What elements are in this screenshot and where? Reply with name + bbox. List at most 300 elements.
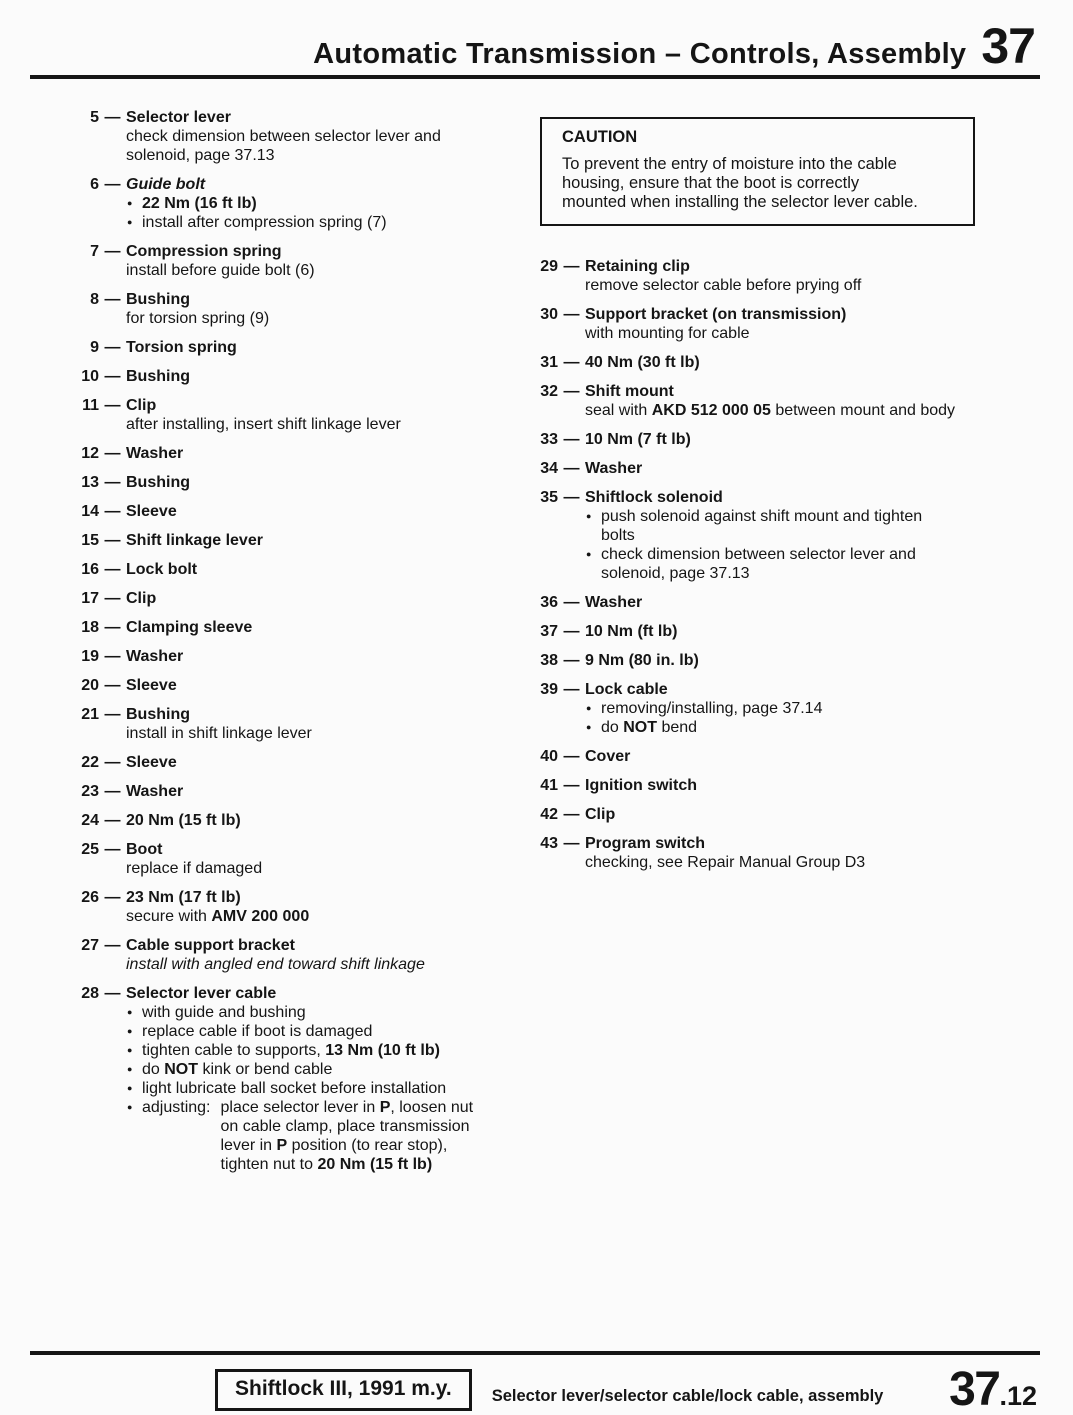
part-title: Retaining clip: [585, 258, 690, 275]
part-title: Washer: [126, 445, 184, 462]
part-dash: —: [104, 532, 121, 549]
part-body: [126, 396, 533, 434]
part-number: 20: [81, 677, 99, 694]
text-segment: check dimension between selector lever and solenoid, page 37.13: [601, 546, 916, 582]
part-title: Cover: [585, 748, 631, 765]
part-number: 17: [81, 590, 99, 607]
part-note: [126, 859, 473, 878]
part-item-43: [537, 834, 997, 872]
part-dash: —: [104, 561, 121, 578]
text-segment: position (to rear stop), tighten nut to: [220, 1137, 448, 1173]
text-segment: replace if damaged: [126, 860, 263, 877]
bullet-text: [142, 1041, 440, 1060]
part-item-10: [78, 367, 533, 386]
text-segment: tighten cable to supports,: [142, 1042, 326, 1059]
footer-rule: [30, 1351, 1040, 1355]
part-title: Clamping sleeve: [126, 619, 253, 636]
part-body: [126, 108, 533, 165]
part-number: 35: [540, 489, 558, 506]
part-number: 24: [81, 812, 99, 829]
caution-text: To prevent the entry of moisture into the cable housing, ensure that the boot is correctly mounted when installing the selector lever cable.: [562, 155, 918, 211]
part-title: Washer: [126, 648, 184, 665]
bullet-text: [142, 194, 257, 213]
part-item-31: [537, 353, 997, 372]
part-item-21: [78, 705, 533, 743]
part-number: 23: [81, 783, 99, 800]
text-segment: do: [601, 719, 624, 736]
text-segment: , loosen nut on cable clamp, place transmission lever in: [220, 1099, 474, 1154]
part-bullet: [126, 1041, 533, 1060]
part-body: [585, 747, 997, 766]
part-title: Ignition switch: [585, 777, 697, 794]
part-item-20: [78, 676, 533, 695]
part-item-32: [537, 382, 997, 420]
part-body: [126, 811, 533, 830]
part-body: [585, 488, 997, 583]
part-number: 18: [81, 619, 99, 636]
bullet-icon: ●: [127, 1083, 133, 1093]
part-number: 42: [540, 806, 558, 823]
part-dash: —: [104, 109, 121, 126]
bullet-text: [601, 718, 697, 737]
part-item-30: [537, 305, 997, 343]
part-note: [585, 276, 967, 295]
parts-list-right: [537, 257, 997, 872]
part-title: Selector lever: [126, 109, 231, 126]
caution-box: [540, 117, 975, 226]
text-segment: after installing, insert shift linkage lever: [126, 416, 401, 433]
part-body: [585, 680, 997, 737]
part-dash: —: [104, 291, 121, 308]
part-dash: —: [563, 431, 580, 448]
part-bullet: [126, 1022, 533, 1041]
part-title: Bushing: [126, 291, 190, 308]
text-segment: 20 Nm (15 ft lb): [317, 1156, 433, 1173]
part-dash: —: [104, 889, 121, 906]
part-number: 14: [81, 503, 99, 520]
part-dash: —: [104, 812, 121, 829]
bullet-icon: ●: [586, 722, 592, 732]
part-body: [126, 560, 533, 579]
text-segment: removing/installing, page 37.14: [601, 700, 823, 717]
part-number: 11: [82, 397, 99, 414]
bullet-text: [142, 1079, 446, 1098]
part-item-6: [78, 175, 533, 232]
part-title: Sleeve: [126, 754, 177, 771]
part-number: 8: [90, 291, 99, 308]
part-item-40: [537, 747, 997, 766]
bullet-text: [142, 1098, 494, 1174]
part-note: [126, 415, 473, 434]
part-item-35: [537, 488, 997, 583]
part-dash: —: [104, 474, 121, 491]
bullet-icon: ●: [127, 1026, 133, 1036]
part-body: [126, 473, 533, 492]
bullet-icon: ●: [127, 1007, 133, 1017]
content-columns: [0, 79, 1073, 1184]
text-segment: kink or bend cable: [198, 1061, 333, 1078]
part-title: Torsion spring: [126, 339, 237, 356]
text-segment: light lubricate ball socket before installation: [142, 1080, 447, 1097]
text-segment: bend: [657, 719, 698, 736]
bullet-label: adjusting:: [142, 1099, 211, 1116]
text-segment: AMV 200 000: [211, 908, 310, 925]
part-bullet: [126, 1060, 533, 1079]
footer-caption: Selector lever/selector cable/lock cable, assembly: [491, 1387, 884, 1405]
part-title: Bushing: [126, 706, 190, 723]
part-item-14: [78, 502, 533, 521]
part-body: [126, 840, 533, 878]
part-title: Clip: [585, 806, 616, 823]
part-body: [585, 459, 997, 478]
text-segment: with guide and bushing: [142, 1004, 306, 1021]
part-title: 10 Nm (7 ft lb): [585, 431, 691, 448]
part-number: 25: [81, 841, 99, 858]
part-dash: —: [104, 339, 121, 356]
part-item-23: [78, 782, 533, 801]
part-title: Sleeve: [126, 503, 177, 520]
part-dash: —: [104, 243, 121, 260]
part-dash: —: [104, 783, 121, 800]
text-segment: place selector lever in: [220, 1099, 380, 1116]
bullet-icon: ●: [586, 511, 592, 521]
part-dash: —: [104, 706, 121, 723]
part-dash: —: [104, 590, 121, 607]
part-dash: —: [104, 754, 121, 771]
text-segment: remove selector cable before prying off: [585, 277, 862, 294]
part-note: [585, 324, 967, 343]
bullet-icon: ●: [127, 1102, 133, 1112]
page-number-minor: .12: [999, 1381, 1037, 1412]
part-body: [585, 353, 997, 372]
part-note: [126, 907, 473, 926]
part-item-18: [78, 618, 533, 637]
part-body: [126, 338, 533, 357]
bullet-detail: [221, 1098, 495, 1174]
bullet-icon: ●: [586, 703, 592, 713]
part-bullet: [585, 545, 997, 583]
bullet-text: [601, 699, 822, 718]
text-segment: do: [142, 1061, 165, 1078]
part-body: [126, 705, 533, 743]
part-item-25: [78, 840, 533, 878]
part-title: Clip: [126, 590, 157, 607]
part-item-36: [537, 593, 997, 612]
part-item-13: [78, 473, 533, 492]
part-bullet: [126, 1098, 533, 1174]
part-body: [126, 367, 533, 386]
part-item-28: [78, 984, 533, 1174]
part-number: 36: [540, 594, 558, 611]
page-number-major: 37: [949, 1363, 1000, 1415]
part-note: [126, 724, 473, 743]
part-item-33: [537, 430, 997, 449]
part-number: 39: [540, 681, 558, 698]
part-title: 40 Nm (30 ft lb): [585, 354, 700, 371]
part-number: 16: [81, 561, 99, 578]
part-dash: —: [104, 677, 121, 694]
part-body: [585, 257, 997, 295]
part-number: 6: [90, 176, 99, 193]
part-dash: —: [104, 368, 121, 385]
part-dash: —: [563, 623, 580, 640]
part-number: 12: [81, 445, 99, 462]
part-item-9: [78, 338, 533, 357]
part-bullet: [126, 213, 533, 232]
part-body: [585, 430, 997, 449]
part-bullet: [585, 699, 997, 718]
part-body: [585, 776, 997, 795]
part-body: [126, 888, 533, 926]
page-number: [949, 1363, 1037, 1415]
part-title: 23 Nm (17 ft lb): [126, 889, 241, 906]
part-body: [126, 444, 533, 463]
part-title: Washer: [126, 783, 184, 800]
part-note: [126, 127, 473, 165]
part-dash: —: [563, 594, 580, 611]
part-dash: —: [563, 306, 580, 323]
part-title: Bushing: [126, 368, 190, 385]
part-item-5: [78, 108, 533, 165]
part-number: 34: [540, 460, 558, 477]
part-item-19: [78, 647, 533, 666]
text-segment: install after compression spring (7): [142, 214, 387, 231]
part-title: 10 Nm (ft lb): [585, 623, 678, 640]
part-title: Sleeve: [126, 677, 177, 694]
part-number: 26: [81, 889, 99, 906]
part-body: [126, 753, 533, 772]
part-title: Washer: [585, 594, 643, 611]
part-dash: —: [563, 460, 580, 477]
part-title: Lock cable: [585, 681, 668, 698]
part-body: [585, 651, 997, 670]
part-body: [126, 676, 533, 695]
part-title: Lock bolt: [126, 561, 198, 578]
part-body: [126, 290, 533, 328]
part-dash: —: [563, 383, 580, 400]
part-number: 15: [81, 532, 99, 549]
bullet-icon: ●: [127, 217, 133, 227]
part-dash: —: [563, 258, 580, 275]
part-dash: —: [104, 648, 121, 665]
part-number: 21: [81, 706, 99, 723]
part-title: Boot: [126, 841, 163, 858]
text-segment: check dimension between selector lever and solenoid, page 37.13: [126, 128, 441, 164]
bullet-icon: ●: [127, 1064, 133, 1074]
part-item-22: [78, 753, 533, 772]
part-dash: —: [563, 748, 580, 765]
bullet-text: [142, 213, 387, 232]
part-title: 9 Nm (80 in. lb): [585, 652, 699, 669]
part-item-34: [537, 459, 997, 478]
bullet-icon: ●: [586, 549, 592, 559]
part-dash: —: [563, 489, 580, 506]
parts-list-left: [78, 108, 533, 1184]
part-number: 29: [540, 258, 558, 275]
text-segment: replace cable if boot is damaged: [142, 1023, 373, 1040]
part-item-15: [78, 531, 533, 550]
part-dash: —: [563, 652, 580, 669]
part-item-39: [537, 680, 997, 737]
part-dash: —: [104, 841, 121, 858]
text-segment: checking, see Repair Manual Group D3: [585, 854, 866, 871]
bullet-text: [142, 1060, 332, 1079]
part-note: [126, 261, 473, 280]
part-dash: —: [104, 397, 121, 414]
part-body: [126, 531, 533, 550]
part-title: 20 Nm (15 ft lb): [126, 812, 241, 829]
part-item-12: [78, 444, 533, 463]
part-body: [126, 242, 533, 280]
footer-row: [215, 1363, 1037, 1415]
part-number: 28: [81, 985, 99, 1002]
part-number: 31: [540, 354, 558, 371]
part-title: Shift linkage lever: [126, 532, 263, 549]
part-body: [126, 502, 533, 521]
part-title: Selector lever cable: [126, 985, 277, 1002]
part-item-42: [537, 805, 997, 824]
part-number: 43: [540, 835, 558, 852]
part-dash: —: [563, 354, 580, 371]
part-note: [585, 853, 967, 872]
text-segment: NOT: [164, 1061, 199, 1078]
part-number: 13: [81, 474, 99, 491]
part-title: Support bracket (on transmission): [585, 306, 847, 323]
part-title: Program switch: [585, 835, 706, 852]
part-body: [585, 593, 997, 612]
part-number: 27: [81, 937, 99, 954]
part-number: 7: [90, 243, 99, 260]
part-item-27: [78, 936, 533, 974]
part-number: 10: [81, 368, 99, 385]
part-item-24: [78, 811, 533, 830]
text-segment: push solenoid against shift mount and tighten bolts: [601, 508, 923, 544]
part-number: 40: [540, 748, 558, 765]
part-body: [126, 984, 533, 1174]
part-body: [585, 622, 997, 641]
part-bullet: [126, 194, 533, 213]
part-body: [126, 936, 533, 974]
text-segment: secure with: [126, 908, 212, 925]
text-segment: for torsion spring (9): [126, 310, 270, 327]
right-column: [537, 108, 997, 1184]
part-number: 41: [540, 777, 558, 794]
part-dash: —: [104, 985, 121, 1002]
text-segment: seal with: [585, 402, 652, 419]
page-title: Automatic Transmission – Controls, Assembly: [313, 38, 967, 70]
part-dash: —: [104, 937, 121, 954]
part-title: Washer: [585, 460, 643, 477]
part-title: Cable support bracket: [126, 937, 295, 954]
part-body: [585, 305, 997, 343]
part-title: Clip: [126, 397, 157, 414]
part-item-38: [537, 651, 997, 670]
part-number: 22: [81, 754, 99, 771]
part-bullet: [585, 718, 997, 737]
part-bullet: [126, 1079, 533, 1098]
part-title: Bushing: [126, 474, 190, 491]
part-number: 37: [540, 623, 558, 640]
part-item-8: [78, 290, 533, 328]
section-number: 37: [981, 18, 1035, 74]
part-dash: —: [104, 503, 121, 520]
text-segment: install with angled end toward shift linkage: [126, 956, 425, 973]
part-number: 9: [90, 339, 99, 356]
part-number: 5: [90, 109, 99, 126]
part-item-37: [537, 622, 997, 641]
bullet-text: [601, 545, 936, 583]
text-segment: 22 Nm (16 ft lb): [142, 195, 257, 212]
text-segment: with mounting for cable: [585, 325, 750, 342]
part-body: [126, 618, 533, 637]
part-title: Compression spring: [126, 243, 282, 260]
text-segment: between mount and body: [770, 402, 956, 419]
part-bullet: [585, 507, 997, 545]
bullet-text: [601, 507, 936, 545]
page-header: [0, 0, 1073, 74]
part-title: Guide bolt: [126, 176, 206, 193]
part-number: 32: [540, 383, 558, 400]
part-item-29: [537, 257, 997, 295]
part-number: 19: [81, 648, 99, 665]
part-body: [126, 589, 533, 608]
part-body: [126, 782, 533, 801]
bullet-text: [142, 1003, 306, 1022]
part-body: [126, 647, 533, 666]
text-segment: install in shift linkage lever: [126, 725, 312, 742]
part-bullet: [126, 1003, 533, 1022]
text-segment: P: [276, 1137, 288, 1154]
part-note: [126, 309, 473, 328]
part-dash: —: [563, 806, 580, 823]
part-body: [126, 175, 533, 232]
part-item-26: [78, 888, 533, 926]
caution-title: CAUTION: [562, 128, 638, 146]
part-body: [585, 834, 997, 872]
part-item-16: [78, 560, 533, 579]
part-dash: —: [563, 777, 580, 794]
part-note: [126, 955, 473, 974]
part-dash: —: [104, 176, 121, 193]
text-segment: NOT: [623, 719, 658, 736]
bullet-icon: ●: [127, 1045, 133, 1055]
part-title: Shiftlock solenoid: [585, 489, 723, 506]
part-dash: —: [104, 445, 121, 462]
text-segment: install before guide bolt (6): [126, 262, 315, 279]
model-box: Shiftlock III, 1991 m.y.: [215, 1369, 472, 1411]
part-dash: —: [563, 835, 580, 852]
part-dash: —: [563, 681, 580, 698]
part-body: [585, 382, 997, 420]
part-item-41: [537, 776, 997, 795]
page-footer: [0, 1347, 1073, 1415]
text-segment: 13 Nm (10 ft lb): [325, 1042, 440, 1059]
part-dash: —: [104, 619, 121, 636]
bullet-text: [142, 1022, 372, 1041]
part-item-7: [78, 242, 533, 280]
text-segment: P: [379, 1099, 391, 1116]
bullet-icon: ●: [127, 198, 133, 208]
part-item-11: [78, 396, 533, 434]
part-number: 38: [540, 652, 558, 669]
part-title: Shift mount: [585, 383, 674, 400]
text-segment: AKD 512 000 05: [651, 402, 771, 419]
part-note: [585, 401, 967, 420]
part-body: [585, 805, 997, 824]
part-number: 33: [540, 431, 558, 448]
part-number: 30: [540, 306, 558, 323]
part-item-17: [78, 589, 533, 608]
